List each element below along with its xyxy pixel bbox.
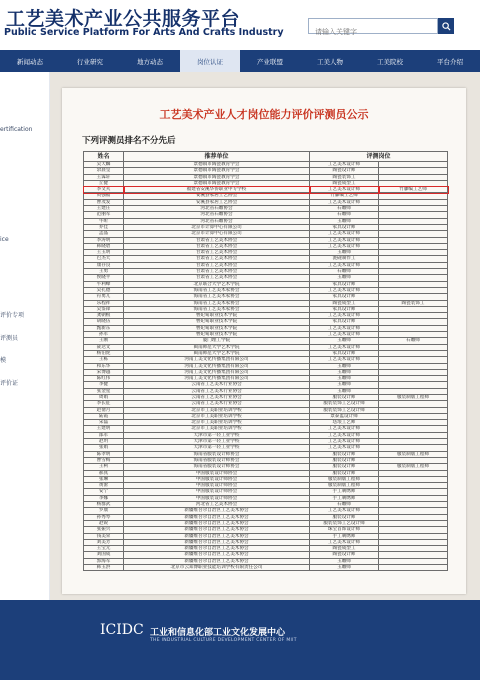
cell-position: 珐琅工艺师 — [310, 420, 379, 426]
cell-position: 石雕师 — [310, 269, 379, 275]
cell-unit: 河南工美文化传播集团有限公司 — [124, 369, 310, 375]
cell-position: 玉雕师 — [310, 218, 379, 224]
cell-unit: 景德镇市陶瓷教育学会 — [124, 168, 310, 174]
cell-unit: 北京市工美职业培训学校 — [124, 426, 310, 432]
cell-name: 宋博越 — [84, 369, 124, 375]
nav-item[interactable]: 行业研究 — [77, 57, 103, 66]
cell-name: 李娜 — [84, 495, 124, 501]
cell-unit: 河南工美文化传播集团有限公司 — [124, 376, 310, 382]
cell-position: 工艺美术设计师 — [310, 187, 379, 193]
cell-unit: 天津市第一轻工业学校 — [124, 432, 310, 438]
cell-position: 家具设计师 — [310, 224, 379, 230]
cell-unit: 中国服装设计师协会 — [124, 495, 310, 501]
site-title[interactable]: 工艺美术产业公共服务平台 — [6, 8, 241, 30]
cell-unit: 甘肃省工艺美术协会 — [124, 237, 310, 243]
cell-unit: 安溪县家居工艺协会 — [124, 193, 310, 199]
cell-position: 玉雕师 — [310, 558, 379, 564]
nav-item[interactable]: 工美人物 — [317, 57, 343, 66]
cell-unit: 新疆维吾尔自治区工艺美术协会 — [124, 527, 310, 533]
site-header — [0, 0, 480, 44]
cell-unit: 新疆维吾尔自治区工艺美术协会 — [124, 558, 310, 564]
cell-position-2: 服装制版工程师 — [379, 451, 448, 457]
cell-position: 工艺美术设计师 — [310, 332, 379, 338]
cell-name: 邵军 — [84, 432, 124, 438]
nav-item[interactable]: 产业联盟 — [257, 57, 283, 66]
cell-name: 赵玥 — [84, 439, 124, 445]
cell-name: 范丽军 — [84, 212, 124, 218]
cell-position: 服装设计师 — [310, 457, 379, 463]
cell-position-2 — [379, 565, 448, 571]
cell-unit: 海南省服装设计师协会 — [124, 457, 310, 463]
cell-position: 工艺美术设计师 — [310, 325, 379, 331]
cell-unit: 河南工美文化传播集团有限公司 — [124, 363, 310, 369]
cell-name: 吴鉴锋 — [84, 306, 124, 312]
sidebar-item[interactable]: ertification — [0, 126, 33, 133]
cell-name: 杨群武 — [84, 502, 124, 508]
cell-name: 王建庄 — [84, 206, 124, 212]
cell-unit: 闽南师范大学艺术学院 — [124, 350, 310, 356]
cell-position: 手工刺绣师 — [310, 495, 379, 501]
cell-name: 陆霞 — [84, 413, 124, 419]
cell-name: 刘国成 — [84, 552, 124, 558]
cell-unit: 中国服装设计师协会 — [124, 470, 310, 476]
cell-unit: 海南省工艺美术家协会 — [124, 306, 310, 312]
col-header-name: 姓名 — [84, 152, 124, 162]
cell-name: 陈孝明 — [84, 451, 124, 457]
cell-name: 符勇儿 — [84, 294, 124, 300]
cell-unit: 海南省工艺美术家协会 — [124, 287, 310, 293]
cell-name: 李文夫 — [84, 187, 124, 193]
table-row — [84, 565, 448, 571]
nav-item[interactable]: 地方动态 — [137, 57, 163, 66]
cell-position-2: 服装制版工程师 — [379, 394, 448, 400]
cell-name: 孟晶 — [84, 231, 124, 237]
cell-unit: 安溪县家居工艺协会 — [124, 199, 310, 205]
cell-position: 陶瓷装饰工 — [310, 174, 379, 180]
cell-position: 服装设计师 — [310, 514, 379, 520]
cell-name: 王霁轩 — [84, 174, 124, 180]
cell-position: 竹藤编工艺师 — [310, 193, 379, 199]
cell-name: 曹雪梅 — [84, 457, 124, 463]
cell-name: 王勇 — [84, 269, 124, 275]
cell-unit: 北京市云知博职业技能培训学校有限责任公司 — [124, 565, 310, 571]
cell-position: 服装装饰工艺设计师 — [310, 401, 379, 407]
cell-position: 工艺美术设计师 — [310, 231, 379, 237]
cell-name: 侯晓平 — [84, 275, 124, 281]
cell-unit: 新疆维吾尔自治区工艺美术协会 — [124, 546, 310, 552]
cell-name: 赵倩月 — [84, 407, 124, 413]
cell-name: 乔佳 — [84, 224, 124, 230]
cell-name: 余晨莹 — [84, 168, 124, 174]
cell-unit: 天津市第一轻工业学校 — [124, 445, 310, 451]
cell-name: 罗康 — [84, 508, 124, 514]
cell-name: 乐程祥 — [84, 300, 124, 306]
cell-name: 王刚 — [84, 338, 124, 344]
cell-name: 甄新东 — [84, 325, 124, 331]
document-subtitle: 下列评测员排名不分先后 — [82, 136, 176, 146]
cell-name: 聂达文 — [84, 344, 124, 350]
cell-name: 王栋 — [84, 357, 124, 363]
cell-name: 和东华 — [84, 363, 124, 369]
site-title-english: Public Service Platform For Arts And Crafts Industry — [4, 27, 284, 38]
cell-name: 牛利峰 — [84, 281, 124, 287]
cell-name: 黄强福 — [84, 193, 124, 199]
nav-item[interactable]: 工美院校 — [377, 57, 403, 66]
cell-position: 陶瓷设计师 — [310, 168, 379, 174]
cell-name: 龚朝根 — [84, 313, 124, 319]
cell-position: 服装设计师 — [310, 464, 379, 470]
col-header-position: 评测岗位 — [310, 152, 448, 162]
cell-name: 郝真 — [84, 470, 124, 476]
cell-unit: 曹妃甸职业技术学院 — [124, 319, 310, 325]
cell-position: 洮砚制作工 — [310, 256, 379, 262]
sidebar-item[interactable]: 评测员 — [0, 335, 19, 342]
cell-position: 家具设计师 — [310, 350, 379, 356]
cell-unit: 景德镇市陶瓷教育学会 — [124, 174, 310, 180]
nav-item[interactable]: 岗位认证 — [180, 50, 240, 72]
cell-unit: 新疆维吾尔自治区工艺美术协会 — [124, 514, 310, 520]
cell-name: 吴孔德 — [84, 287, 124, 293]
cell-position: 玉雕师 — [310, 382, 379, 388]
cell-unit: 云南省工艺美术行业协会 — [124, 388, 310, 394]
cell-position: 服装设计师 — [310, 394, 379, 400]
cell-unit: 新疆维吾尔自治区工艺美术协会 — [124, 520, 310, 526]
cell-name: 张振兴 — [84, 527, 124, 533]
cell-position: 工艺美术设计师 — [310, 287, 379, 293]
cell-name: 刘美芳 — [84, 539, 124, 545]
cell-position: 工艺美术设计师 — [310, 199, 379, 205]
cell-name: 王玉明 — [84, 250, 124, 256]
cell-position: 玉雕师 — [310, 363, 379, 369]
main-nav — [0, 50, 480, 72]
cell-position: 玉雕师 — [310, 565, 379, 571]
cell-position: 服装制版工程师 — [310, 476, 379, 482]
cell-name: 张娟 — [84, 445, 124, 451]
cell-name: 康存良 — [84, 262, 124, 268]
cell-position: 工艺美术设计师 — [310, 243, 379, 249]
cell-name: 张金星 — [84, 388, 124, 394]
cell-position: 玉雕师 — [310, 369, 379, 375]
sidebar-item[interactable]: 评价专项 — [0, 312, 25, 319]
cell-unit: 景德镇市陶瓷教育学会 — [124, 162, 310, 168]
cell-position: 玉雕师 — [310, 275, 379, 281]
cell-unit: 北京市计算中心有限公司 — [124, 224, 310, 230]
cell-name: 王建明 — [84, 426, 124, 432]
cell-name: 陈红伟 — [84, 376, 124, 382]
cell-name: 韩晓碧 — [84, 243, 124, 249]
cell-unit: 海南省工艺美术家协会 — [124, 300, 310, 306]
cell-name: 安宁 — [84, 489, 124, 495]
evaluator-table — [83, 151, 448, 571]
cell-position: 工艺美术设计师 — [310, 439, 379, 445]
cell-position: 工艺美术设计师 — [310, 313, 379, 319]
cell-position: 工艺美术设计师 — [310, 262, 379, 268]
cell-name: 巴杰天 — [84, 256, 124, 262]
icidc-logo: ICIDC — [100, 622, 144, 638]
table-header-row — [84, 152, 448, 162]
document-title: 工艺美术产业人才岗位能力评价评测员公示 — [159, 108, 369, 121]
cell-unit: 北京市计算中心有限公司 — [124, 231, 310, 237]
cell-name: 孙秀琴 — [84, 514, 124, 520]
search-input[interactable] — [309, 25, 437, 39]
cell-position: 石雕师 — [310, 212, 379, 218]
cell-position: 家具设计师 — [310, 294, 379, 300]
cell-unit: 河北省石雕协会 — [124, 218, 310, 224]
footer-org-name-english: THE INDUSTRIAL CULTURE DEVELOPMENT CENTER OF MIIT — [150, 638, 297, 643]
cell-position: 服装设计师 — [310, 451, 379, 457]
search-button[interactable] — [438, 18, 454, 34]
cell-unit: 北京联合大学艺术学院 — [124, 281, 310, 287]
cell-unit: 河北省石雕协会 — [124, 206, 310, 212]
cell-position-2: 服装制版工程师 — [379, 464, 448, 470]
cell-position: 家具设计师 — [310, 319, 379, 325]
cell-position: 玉雕师 — [310, 338, 379, 344]
cell-position: 陶瓷成型工 — [310, 180, 379, 186]
cell-name: 王宝元 — [84, 546, 124, 552]
cell-position: 服装装饰工艺设计师 — [310, 520, 379, 526]
cell-unit: 天津市第一轻工业学校 — [124, 439, 310, 445]
cell-unit: 闽南师范大学艺术学院 — [124, 344, 310, 350]
search-icon — [442, 22, 451, 31]
cell-position: 手工刺绣师 — [310, 489, 379, 495]
cell-position: 石雕师 — [310, 206, 379, 212]
cell-name: 钱美荣 — [84, 533, 124, 539]
cell-unit: 甘肃省工艺美术协会 — [124, 275, 310, 281]
cell-unit: 曹妃甸职业技术学院 — [124, 325, 310, 331]
cell-name: 韩玉洪 — [84, 565, 124, 571]
cell-unit: 甘肃省工艺美术协会 — [124, 250, 310, 256]
cell-position: 玉雕师 — [310, 388, 379, 394]
cell-name: 李涛明 — [84, 237, 124, 243]
evaluator-table-wrapper — [83, 151, 447, 584]
cell-position-2: 石雕师 — [379, 338, 448, 344]
cell-position: 陶瓷成型工 — [310, 546, 379, 552]
announcement-document — [62, 88, 466, 594]
cell-unit: 新疆维吾尔自治区工艺美术协会 — [124, 539, 310, 545]
cell-unit: 河北省工艺美术协会 — [124, 502, 310, 508]
cell-unit: 云南省工艺美术行业协会 — [124, 401, 310, 407]
cell-position-2: 竹藤编工艺师 — [379, 187, 448, 193]
cell-unit: 厦门理工学院 — [124, 338, 310, 344]
cell-unit: 甘肃省工艺美术协会 — [124, 243, 310, 249]
cell-position: 家具设计师 — [310, 281, 379, 287]
cell-position: 工艺美术设计师 — [310, 539, 379, 545]
cell-unit: 甘肃省工艺美术协会 — [124, 269, 310, 275]
cell-position: 石雕师 — [310, 502, 379, 508]
cell-unit: 云南省工艺美术行业协会 — [124, 394, 310, 400]
nav-item[interactable]: 平台介绍 — [437, 57, 463, 66]
cell-name: 赵锐 — [84, 520, 124, 526]
cell-name: 曹茂发 — [84, 199, 124, 205]
cell-unit: 新疆维吾尔自治区工艺美术协会 — [124, 533, 310, 539]
site-footer — [0, 600, 480, 680]
cell-unit: 中国服装设计师协会 — [124, 489, 310, 495]
cell-position: 陶瓷成型工 — [310, 300, 379, 306]
cell-name: 黄蕾 — [84, 483, 124, 489]
cell-name: 张琳 — [84, 476, 124, 482]
col-header-unit: 推荐单位 — [124, 152, 310, 162]
cell-position-2: 陶瓷装饰工 — [379, 300, 448, 306]
cell-unit: 甘肃省工艺美术协会 — [124, 262, 310, 268]
cell-unit: 海南省工艺美术家协会 — [124, 294, 310, 300]
cell-position: 家具设计师 — [310, 306, 379, 312]
cell-unit: 福建省安溪华侨职业中专学校 — [124, 187, 310, 193]
cell-unit: 新疆维吾尔自治区工艺美术协会 — [124, 508, 310, 514]
cell-position: 工艺美术设计师 — [310, 426, 379, 432]
left-sidebar — [0, 72, 50, 600]
cell-position: 陶瓷设计师 — [310, 552, 379, 558]
cell-position: 工艺美术设计师 — [310, 344, 379, 350]
sidebar-item[interactable]: 评价证 — [0, 380, 19, 387]
cell-unit: 北京市工美职业培训学校 — [124, 413, 310, 419]
cell-position: 珠宝首饰设计师 — [310, 527, 379, 533]
cell-unit: 曹妃甸职业技术学院 — [124, 332, 310, 338]
cell-position: 服装装饰工艺设计师 — [310, 407, 379, 413]
footer-org-name: 工业和信息化部工业文化发展中心 — [150, 628, 286, 638]
cell-name: 吴天麟 — [84, 162, 124, 168]
cell-unit: 河南工美文化传播集团有限公司 — [124, 357, 310, 363]
sidebar-item[interactable]: 模 — [0, 357, 7, 364]
cell-name: 王柯 — [84, 464, 124, 470]
cell-name: 李健 — [84, 382, 124, 388]
sidebar-item[interactable]: ice — [0, 236, 9, 243]
cell-name: 李长征 — [84, 401, 124, 407]
cell-position: 玉雕师 — [310, 250, 379, 256]
cell-name: 周娟 — [84, 394, 124, 400]
cell-position: 工艺美术设计师 — [310, 432, 379, 438]
cell-unit: 云南省工艺美术行业协会 — [124, 382, 310, 388]
cell-unit: 海南省服装设计师协会 — [124, 464, 310, 470]
cell-unit: 北京市工美职业培训学校 — [124, 407, 310, 413]
cell-position: 工艺美术设计师 — [310, 508, 379, 514]
cell-name: 宋磊 — [84, 420, 124, 426]
cell-position: 工艺美术设计师 — [310, 237, 379, 243]
cell-position: 服装制版工程师 — [310, 483, 379, 489]
cell-unit: 甘肃省工艺美术协会 — [124, 256, 310, 262]
cell-name: 牛昕 — [84, 218, 124, 224]
cell-unit: 中国服装设计师协会 — [124, 483, 310, 489]
cell-position: 手工刺绣师 — [310, 533, 379, 539]
cell-unit: 海南省服装设计师协会 — [124, 451, 310, 457]
cell-unit: 中国服装设计师协会 — [124, 476, 310, 482]
cell-name: 郭海军 — [84, 558, 124, 564]
cell-position: 玉雕师 — [310, 376, 379, 382]
cell-position: 工艺美术设计师 — [310, 357, 379, 363]
cell-unit: 新疆维吾尔自治区工艺美术协会 — [124, 552, 310, 558]
cell-position: 服装设计师 — [310, 470, 379, 476]
cell-unit: 景德镇市陶瓷教育学会 — [124, 180, 310, 186]
cell-position: 景泰蓝设计师 — [310, 413, 379, 419]
cell-name: 孙军 — [84, 332, 124, 338]
cell-unit: 河北省石雕协会 — [124, 212, 310, 218]
cell-unit: 北京市工美职业培训学校 — [124, 420, 310, 426]
cell-name: 杨伯虎 — [84, 350, 124, 356]
cell-position: 工艺美术设计师 — [310, 162, 379, 168]
cell-unit: 曹妃甸职业技术学院 — [124, 313, 310, 319]
cell-name: 胡晓伍 — [84, 319, 124, 325]
search-box[interactable] — [308, 18, 438, 34]
nav-item[interactable]: 新闻动态 — [17, 57, 43, 66]
cell-name: 丘健 — [84, 180, 124, 186]
cell-position: 工艺美术设计师 — [310, 445, 379, 451]
